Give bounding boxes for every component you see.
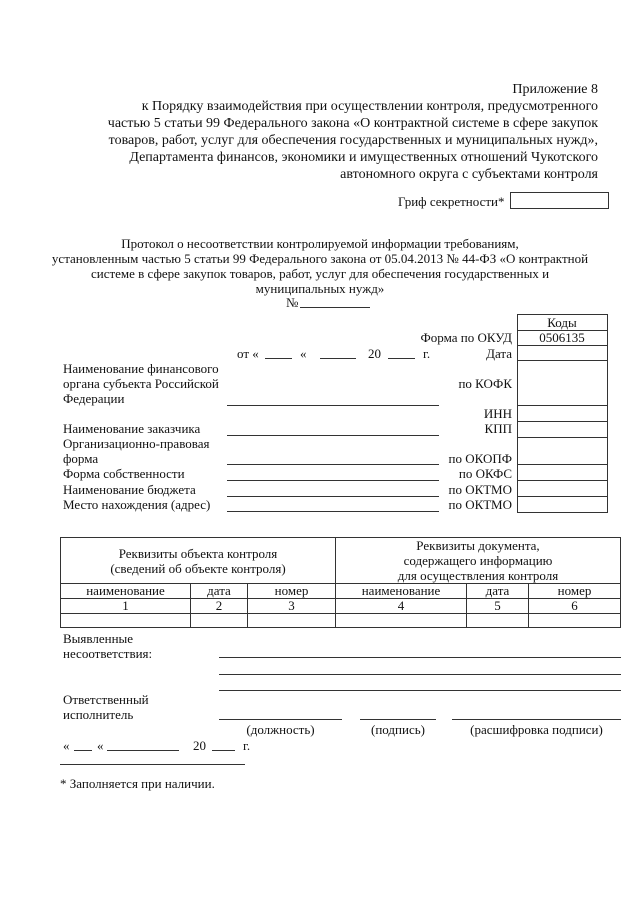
- appendix-line: товаров, работ, услуг для обеспечения государственных и муниципальных нужд»,: [108, 133, 598, 148]
- number-field[interactable]: [300, 307, 370, 308]
- okud-label: Форма по ОКУД: [420, 330, 512, 345]
- codes-divider: [517, 464, 607, 465]
- column-number: 2: [191, 599, 248, 614]
- location-label: Место нахождения (адрес): [63, 497, 211, 512]
- signature-field[interactable]: [360, 719, 436, 720]
- fin-org-label: органа субъекта Российской: [63, 376, 219, 391]
- column-number: 5: [467, 599, 529, 614]
- column-header: наименование: [61, 584, 191, 599]
- column-number: 4: [336, 599, 467, 614]
- inn-label: ИНН: [483, 406, 512, 421]
- footer-date-month-field[interactable]: [107, 750, 179, 751]
- control-table: [60, 537, 621, 628]
- fin-org-field[interactable]: [227, 405, 439, 406]
- position-caption: (должность): [246, 722, 315, 737]
- table-cell[interactable]: [61, 614, 191, 628]
- group1-line: Реквизиты объекта контроля: [118, 545, 278, 561]
- footer-date-prefix: «: [63, 738, 70, 753]
- budget-label: Наименование бюджета: [63, 482, 196, 497]
- footer-date-year-field[interactable]: [212, 750, 235, 751]
- group2-line: Реквизиты документа,: [416, 538, 540, 553]
- location-field[interactable]: [227, 511, 439, 512]
- okopf-label: по ОКОПФ: [448, 451, 512, 466]
- codes-divider: [517, 496, 607, 497]
- date-year-prefix: 20: [368, 346, 381, 361]
- protocol-title-line: системе в сфере закупок товаров, работ, услуг для обеспечения государственных и: [90, 266, 550, 281]
- column-number: 3: [248, 599, 336, 614]
- discrepancies-label: Выявленные: [63, 631, 134, 646]
- budget-field[interactable]: [227, 496, 439, 497]
- date-day-field[interactable]: [265, 358, 292, 359]
- fin-org-label: Наименование финансового: [63, 361, 219, 376]
- discrepancies-field[interactable]: [219, 674, 621, 675]
- okud-code: 0506135: [539, 330, 585, 345]
- org-form-label: форма: [63, 451, 99, 466]
- okfs-label: по ОКФС: [458, 466, 512, 481]
- secrecy-field[interactable]: [510, 192, 609, 209]
- appendix-line: Департамента финансов, экономики и имущественных отношений Чукотского: [129, 150, 598, 165]
- oktmo-label-2: по ОКТМО: [448, 497, 512, 512]
- appendix-line: частью 5 статьи 99 Федерального закона «О контрактной системе в сфере закупок: [107, 116, 598, 131]
- customer-field[interactable]: [227, 435, 439, 436]
- column-number: 1: [61, 599, 191, 614]
- ownership-label: Форма собственности: [63, 466, 185, 481]
- executor-label: исполнитель: [63, 707, 134, 722]
- footer-date-year-prefix: 20: [193, 738, 206, 753]
- discrepancies-field[interactable]: [219, 690, 621, 691]
- footnote: * Заполняется при наличии.: [60, 776, 215, 791]
- codes-divider: [517, 421, 607, 422]
- oktmo-label: по ОКТМО: [448, 482, 512, 497]
- executor-label: Ответственный: [63, 692, 149, 707]
- codes-divider: [517, 480, 607, 481]
- footer-date-quote: «: [97, 738, 104, 753]
- date-label: Дата: [486, 346, 512, 361]
- date-suffix: г.: [423, 346, 431, 361]
- secrecy-label: Гриф секретности*: [398, 194, 505, 209]
- column-number: 6: [529, 599, 621, 614]
- footnote-separator: [60, 764, 245, 765]
- codes-divider: [517, 437, 607, 438]
- protocol-title-line: муниципальных нужд»: [255, 281, 385, 296]
- protocol-title-line: установленным частью 5 статьи 99 Федерального закона от 05.04.2013 № 44-ФЗ «О контрактной: [51, 251, 589, 266]
- table-cell[interactable]: [248, 614, 336, 628]
- date-month-field[interactable]: [320, 358, 356, 359]
- kofk-label: по КОФК: [458, 376, 512, 391]
- date-quote: «: [300, 346, 307, 361]
- table-cell[interactable]: [336, 614, 467, 628]
- number-label: №: [286, 295, 299, 310]
- discrepancies-field[interactable]: [219, 657, 621, 658]
- codes-divider: [517, 360, 607, 361]
- group2-line: для осуществления контроля: [397, 568, 559, 583]
- decoding-caption: (расшифровка подписи): [470, 722, 603, 737]
- column-header: дата: [467, 584, 529, 599]
- table-cell[interactable]: [191, 614, 248, 628]
- document-requisites-header: [336, 538, 621, 584]
- object-requisites-header: [61, 538, 336, 584]
- appendix-line: к Порядку взаимодействия при осуществлении контроля, предусмотренного: [141, 99, 598, 114]
- column-header: наименование: [336, 584, 467, 599]
- column-header: номер: [529, 584, 621, 599]
- position-field[interactable]: [219, 719, 342, 720]
- org-form-field[interactable]: [227, 464, 439, 465]
- group2-line: содержащего информацию: [403, 553, 553, 568]
- date-prefix: от «: [237, 346, 259, 361]
- table-cell[interactable]: [529, 614, 621, 628]
- codes-divider: [517, 345, 607, 346]
- appendix-line: автономного округа с субъектами контроля: [340, 167, 598, 182]
- date-year-field[interactable]: [388, 358, 415, 359]
- fin-org-label: Федерации: [63, 391, 125, 406]
- appendix-title: Приложение 8: [512, 82, 598, 97]
- codes-header: Коды: [547, 315, 577, 330]
- group1-line: (сведений об объекте контроля): [110, 560, 286, 576]
- decoding-field[interactable]: [452, 719, 621, 720]
- codes-divider: [517, 405, 607, 406]
- signature-caption: (подпись): [371, 722, 425, 737]
- discrepancies-label: несоответствия:: [63, 646, 153, 661]
- table-cell[interactable]: [467, 614, 529, 628]
- column-header: номер: [248, 584, 336, 599]
- org-form-label: Организационно-правовая: [63, 436, 210, 451]
- ownership-field[interactable]: [227, 480, 439, 481]
- kpp-label: КПП: [484, 421, 512, 436]
- column-header: дата: [191, 584, 248, 599]
- footer-date-day-field[interactable]: [74, 750, 92, 751]
- protocol-title: Протокол о несоответствии контролируемой информации требованиям,: [121, 236, 519, 251]
- customer-label: Наименование заказчика: [63, 421, 201, 436]
- footer-date-suffix: г.: [243, 738, 251, 753]
